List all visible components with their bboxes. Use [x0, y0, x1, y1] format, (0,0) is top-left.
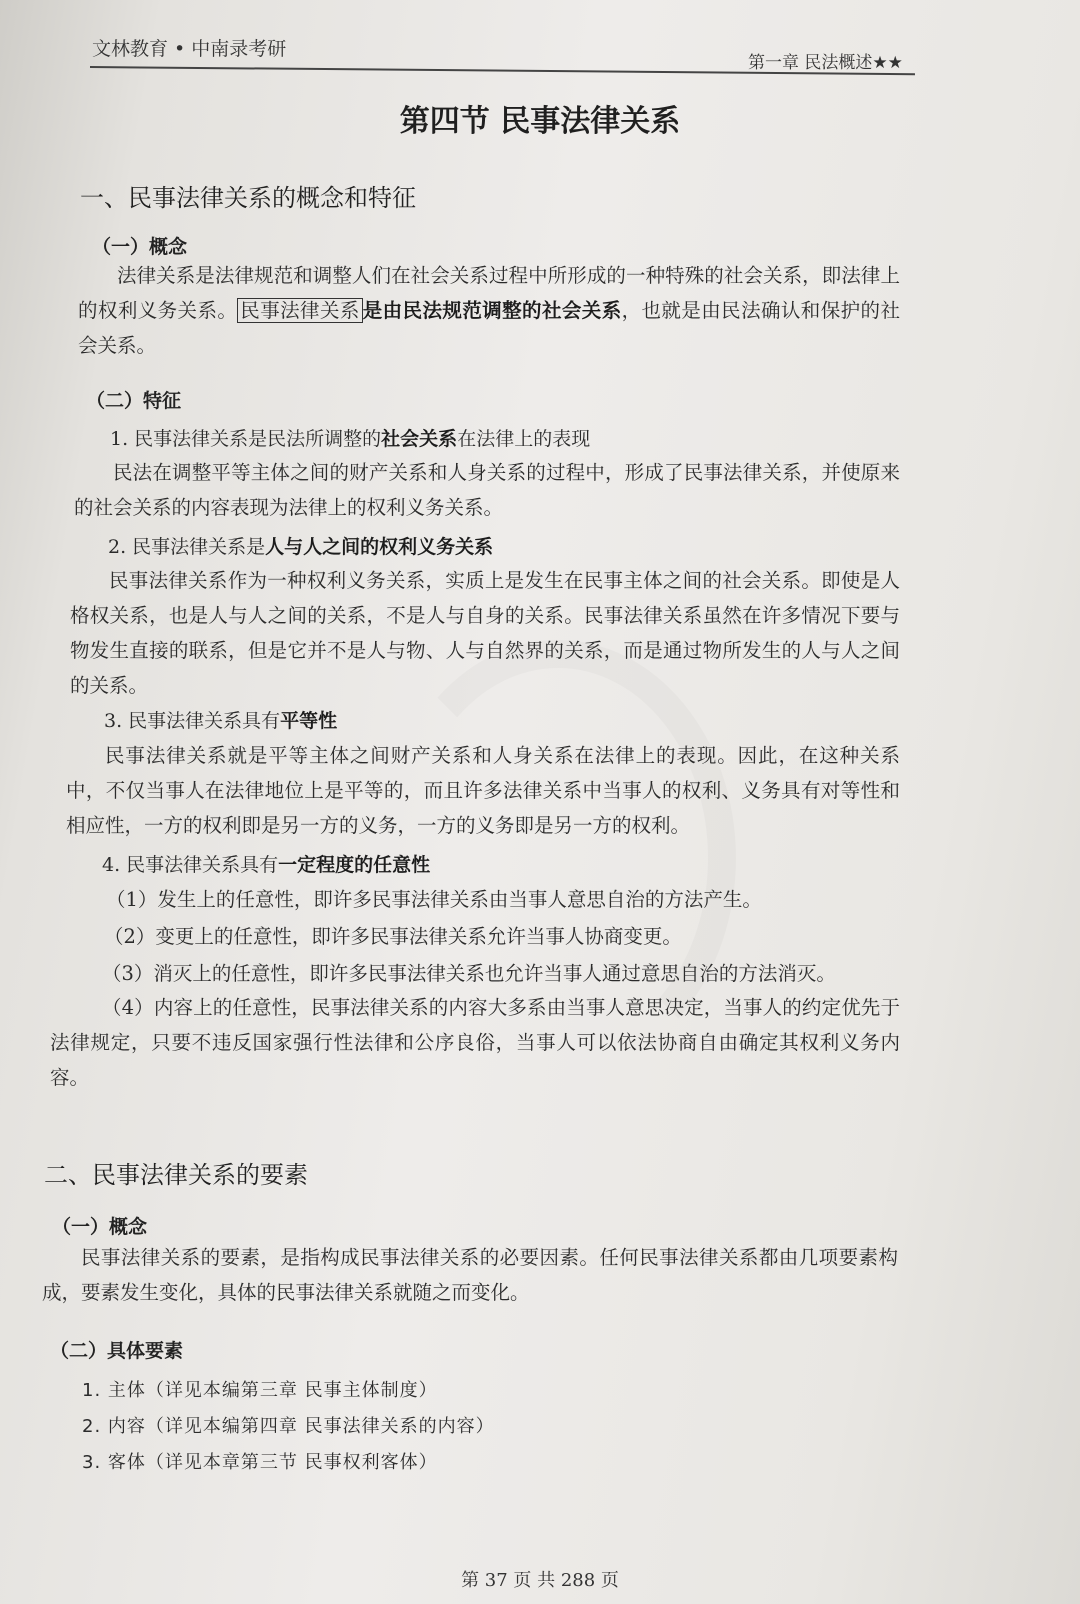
feature-4-item-3: （3）消灭上的任意性，即许多民事法律关系也允许当事人通过意思自治的方法消灭。: [102, 962, 836, 985]
heading-elements-concept: （一）概念: [52, 1216, 148, 1238]
heading-specific-elements: （二）具体要素: [50, 1340, 184, 1362]
key-term-box: 民事法律关系: [237, 298, 362, 323]
feature-4-item-4: （4）内容上的任意性，民事法律关系的内容大多系由当事人意思决定，当事人的约定优先于法律规定，只要不违反国家强行性法律和公序良俗，当事人可以依法协商自由确定其权利义务内容。: [50, 996, 900, 1089]
feature-3-heading: 3. 民事法律关系具有平等性: [104, 710, 338, 732]
feature-2-heading: 2. 民事法律关系是人与人之间的权利义务关系: [108, 536, 494, 558]
running-header-right: 第一章 民法概述★★: [748, 53, 903, 73]
feature-1-text: 民法在调整平等主体之间的财产关系和人身关系的过程中，形成了民事法律关系，并使原来的社会关系的内容表现为法律上的权利义务关系。: [74, 461, 900, 519]
feature-4-item-2: （2）变更上的任意性，即许多民事法律关系允许当事人协商变更。: [104, 925, 682, 948]
feature-1-heading: 1. 民事法律关系是民法所调整的社会关系在法律上的表现: [110, 428, 591, 450]
element-item-content: 2. 内容（详见本编第四章 民事法律关系的内容）: [82, 1416, 495, 1437]
heading-elements-section: 二、民事法律关系的要素: [44, 1161, 308, 1189]
heading-concept: （一）概念: [92, 236, 188, 258]
running-header-left: 文林教育 • 中南录考研: [92, 38, 287, 60]
elements-concept-text: 民事法律关系的要素，是指构成民事法律关系的必要因素。任何民事法律关系都由几项要素构成，要素发生变化，具体的民事法律关系就随之而变化。: [42, 1246, 898, 1304]
feature-4-item-1: （1）发生上的任意性，即许多民事法律关系由当事人意思自治的方法产生。: [106, 888, 762, 911]
feature-3-text: 民事法律关系就是平等主体之间财产关系和人身关系在法律上的表现。因此，在这种关系中，不仅当事人在法律地位上是平等的，而且许多法律关系中当事人的权利、义务具有对等性和相应性，一方的权利即是另一方的义务，一方的义务即是另一方的权利。: [66, 744, 900, 837]
feature-4-heading: 4. 民事法律关系具有一定程度的任意性: [102, 854, 431, 876]
concept-paragraph: 法律关系是法律规范和调整人们在社会关系过程中所形成的一种特殊的社会关系，即法律上的权利义务关系。 民事法律关系 是由民法规范调整的社会关系，也就是由民法确认和保护的社会关系。: [78, 264, 900, 357]
heading-features: （二）特征: [86, 390, 182, 412]
page-number-footer: 第 37 页 共 288 页: [461, 1570, 619, 1591]
heading-concept-features: 一、民事法律关系的概念和特征: [80, 184, 416, 212]
section-title: 第四节 民事法律关系: [399, 104, 681, 139]
element-item-object: 3. 客体（详见本章第三节 民事权利客体）: [82, 1452, 438, 1473]
feature-2-text: 民事法律关系作为一种权利义务关系，实质上是发生在民事主体之间的社会关系。即使是人格权关系，也是人与人之间的关系，不是人与自身的关系。民事法律关系虽然在许多情况下要与物发生直接的联系，但是它并不是人与物、人与自然界的关系，而是通过物所发生的人与人之间的关系。: [70, 569, 900, 697]
element-item-subject: 1. 主体（详见本编第三章 民事主体制度）: [82, 1380, 438, 1401]
